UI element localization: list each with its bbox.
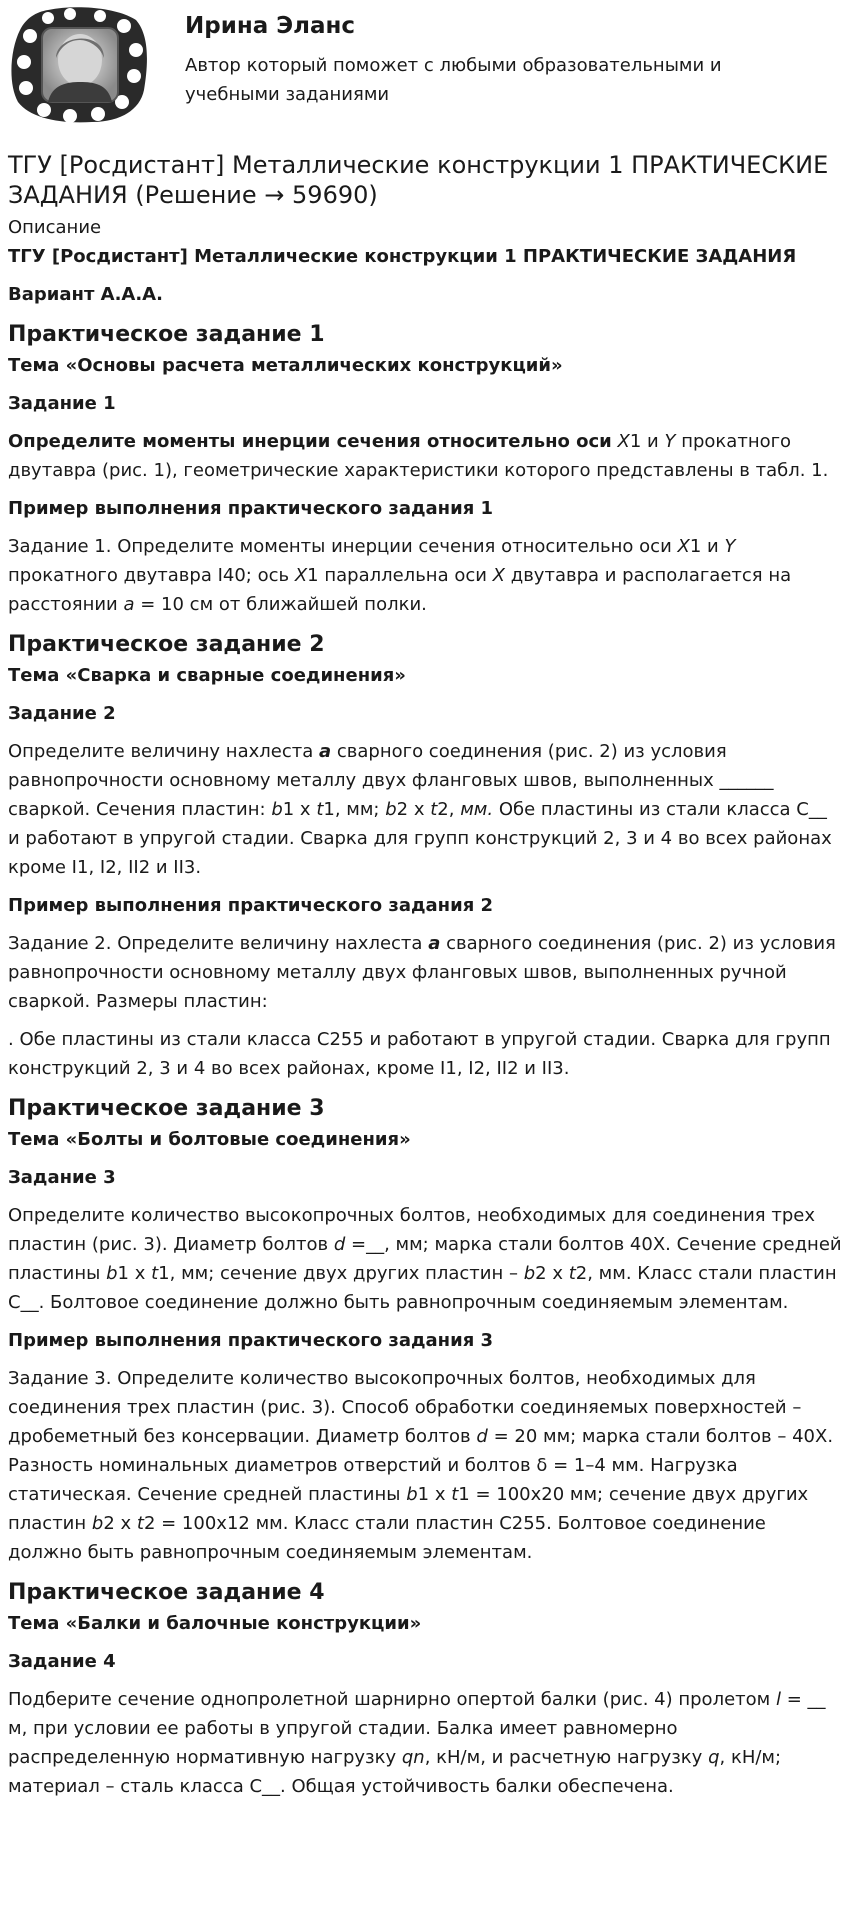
text-fragment: прокатного двутавра (рис. 1), геометрические характеристики которого представлены в табл. 1. bbox=[8, 431, 829, 481]
task1-text bbox=[8, 427, 844, 485]
author-name[interactable]: Ирина Эланс bbox=[185, 13, 356, 39]
text-fragment: 2 = 100х12 мм. Класс стали пластин С255. Болтовое соединение должно быть равнопрочным соединяемым элементам. bbox=[8, 1513, 766, 1563]
author-description: Автор который поможет с любыми образовательными и учебными заданиями bbox=[185, 55, 722, 105]
text-fragment: 1 и bbox=[689, 536, 719, 557]
text-fragment: =__, мм; марка стали болтов 40Х. Сечение средней пластины bbox=[8, 1234, 842, 1284]
text-fragment: прокатного двутавра I40; ось bbox=[8, 565, 290, 586]
text-fragment: 1 и bbox=[629, 431, 659, 452]
task4-topic: Тема «Балки и балочные конструкции» bbox=[8, 1613, 422, 1634]
var-d: d bbox=[476, 1426, 488, 1447]
description-label: Описание bbox=[8, 217, 102, 238]
task1-topic: Тема «Основы расчета металлических конструкций» bbox=[8, 355, 563, 376]
var-t: t bbox=[136, 1513, 144, 1534]
var-qn: qn bbox=[401, 1747, 425, 1768]
var-t: t bbox=[568, 1263, 576, 1284]
task2-label: Задание 2 bbox=[8, 703, 116, 724]
var-a: а bbox=[428, 933, 441, 954]
text-fragment: 1, мм; bbox=[323, 799, 380, 820]
text-fragment: 2, bbox=[437, 799, 455, 820]
task1-title: Практическое задание 1 bbox=[8, 322, 325, 347]
task3-example-text bbox=[8, 1364, 844, 1567]
task1-text-bold: Определите моменты инерции сечения относительно оси bbox=[8, 431, 612, 452]
task3-example-title: Пример выполнения практического задания 3 bbox=[8, 1330, 494, 1351]
text-fragment: = 10 см от ближайшей полки. bbox=[140, 594, 427, 615]
author-avatar[interactable] bbox=[8, 6, 151, 124]
text-fragment: 1, мм; сечение двух других пластин – bbox=[158, 1263, 518, 1284]
document-content bbox=[8, 150, 844, 1810]
task2-topic: Тема «Сварка и сварные соединения» bbox=[8, 665, 406, 686]
text-fragment: сварного соединения (рис. 2) из условия равнопрочности основному металлу двух фланговых швов, выполненных ______ сваркой. Сечения пластин: bbox=[8, 741, 774, 820]
unit-mm: мм. bbox=[460, 799, 494, 820]
task3-label: Задание 3 bbox=[8, 1167, 116, 1188]
text-fragment: Задание 1. Определите моменты инерции сечения относительно оси bbox=[8, 536, 672, 557]
var-b: b bbox=[271, 799, 283, 820]
var-y: Y bbox=[724, 536, 736, 557]
var-b: b bbox=[91, 1513, 104, 1534]
author-card bbox=[0, 0, 847, 120]
task4-title: Практическое задание 4 bbox=[8, 1580, 325, 1605]
text-fragment: Определите величину нахлеста bbox=[8, 741, 314, 762]
task2-text bbox=[8, 737, 844, 882]
task2-example-text bbox=[8, 929, 844, 1016]
text-fragment: , кН/м; материал – сталь класса С__. Общая устойчивость балки обеспечена. bbox=[8, 1747, 782, 1797]
var-x: X bbox=[294, 565, 308, 586]
var-b: b bbox=[406, 1484, 418, 1505]
task2-example-continuation: . Обе пластины из стали класса С255 и работают в упругой стадии. Сварка для групп конструкций 2, 3 и 4 во всех районах, кроме I1, I2, II2 и II3. bbox=[8, 1029, 831, 1079]
text-fragment: 1 параллельна оси bbox=[307, 565, 487, 586]
var-y: Y bbox=[664, 431, 676, 452]
task3-text bbox=[8, 1201, 844, 1317]
text-fragment: 2 х bbox=[535, 1263, 563, 1284]
task4-label: Задание 4 bbox=[8, 1651, 116, 1672]
page-title: ТГУ [Росдистант] Металлические конструкции 1 ПРАКТИЧЕСКИЕ ЗАДАНИЯ (Решение → 59690) bbox=[8, 151, 829, 209]
var-t: t bbox=[430, 799, 438, 820]
var-l: l bbox=[775, 1689, 781, 1710]
var-b: b bbox=[523, 1263, 536, 1284]
task1-example-title: Пример выполнения практического задания 1 bbox=[8, 498, 494, 519]
var-a: a bbox=[123, 594, 135, 615]
task1-example-text bbox=[8, 532, 844, 619]
text-fragment: = __ м, при условии ее работы в упругой стадии. Балка имеет равномерно распределенную нормативную нагрузку bbox=[8, 1689, 826, 1768]
var-x: X bbox=[492, 565, 506, 586]
task4-text bbox=[8, 1685, 844, 1801]
var-q: q bbox=[708, 1747, 720, 1768]
task2-example-title: Пример выполнения практического задания 2 bbox=[8, 895, 494, 916]
task1-label: Задание 1 bbox=[8, 393, 116, 414]
text-fragment: 1 = 100х20 мм; сечение двух других пластин bbox=[8, 1484, 809, 1534]
var-d: d bbox=[333, 1234, 346, 1255]
text-fragment: 2, мм. Класс стали пластин С__. Болтовое соединение должно быть равнопрочным соединяемым элементам. bbox=[8, 1263, 837, 1313]
text-fragment: Обе пластины из стали класса С__ и работают в упругой стадии. Сварка для групп конструкций 2, 3 и 4 во всех районах кроме I1, I2, II2 и II3. bbox=[8, 799, 832, 878]
text-fragment: 1 х bbox=[282, 799, 311, 820]
var-b: b bbox=[385, 799, 397, 820]
text-fragment: , кН/м, и расчетную нагрузку bbox=[424, 1747, 703, 1768]
var-b: b bbox=[106, 1263, 118, 1284]
text-fragment: 2 х bbox=[396, 799, 425, 820]
var-t: t bbox=[316, 799, 324, 820]
var-t: t bbox=[151, 1263, 159, 1284]
text-fragment: 2 х bbox=[103, 1513, 132, 1534]
variant-label: Вариант А.А.А. bbox=[8, 284, 163, 305]
text-fragment: двутавра и располагается на расстоянии bbox=[8, 565, 792, 615]
text-fragment: = 20 мм; марка стали болтов – 40Х. Разность номинальных диаметров отверстий и болтов δ = 1–4 мм. Нагрузка статическая. Сечение средней пластины bbox=[8, 1426, 834, 1505]
var-t: t bbox=[451, 1484, 459, 1505]
text-fragment: Определите количество высокопрочных болтов, необходимых для соединения трех пластин (рис. 3). Диаметр болтов bbox=[8, 1205, 815, 1255]
text-fragment: сварного соединения (рис. 2) из условия равнопрочности основному металлу двух фланговых швов, выполненных ручной сваркой. Размеры пластин: bbox=[8, 933, 836, 1012]
task2-title: Практическое задание 2 bbox=[8, 632, 325, 657]
task3-topic: Тема «Болты и болтовые соединения» bbox=[8, 1129, 411, 1150]
text-fragment: Задание 3. Определите количество высокопрочных болтов, необходимых для соединения трех пластин (рис. 3). Способ обработки соединяемых поверхностей – дробеметный без консервации. Диаметр болтов bbox=[8, 1368, 802, 1447]
document-heading: ТГУ [Росдистант] Металлические конструкции 1 ПРАКТИЧЕСКИЕ ЗАДАНИЯ bbox=[8, 246, 797, 267]
text-fragment: Подберите сечение однопролетной шарнирно опертой балки (рис. 4) пролетом bbox=[8, 1689, 771, 1710]
task3-title: Практическое задание 3 bbox=[8, 1096, 325, 1121]
var-x: X bbox=[617, 431, 630, 452]
var-a: а bbox=[318, 741, 332, 762]
var-x: X bbox=[677, 536, 690, 557]
text-fragment: 1 х bbox=[117, 1263, 146, 1284]
text-fragment: Задание 2. Определите величину нахлеста bbox=[8, 933, 423, 954]
text-fragment: 1 х bbox=[417, 1484, 446, 1505]
